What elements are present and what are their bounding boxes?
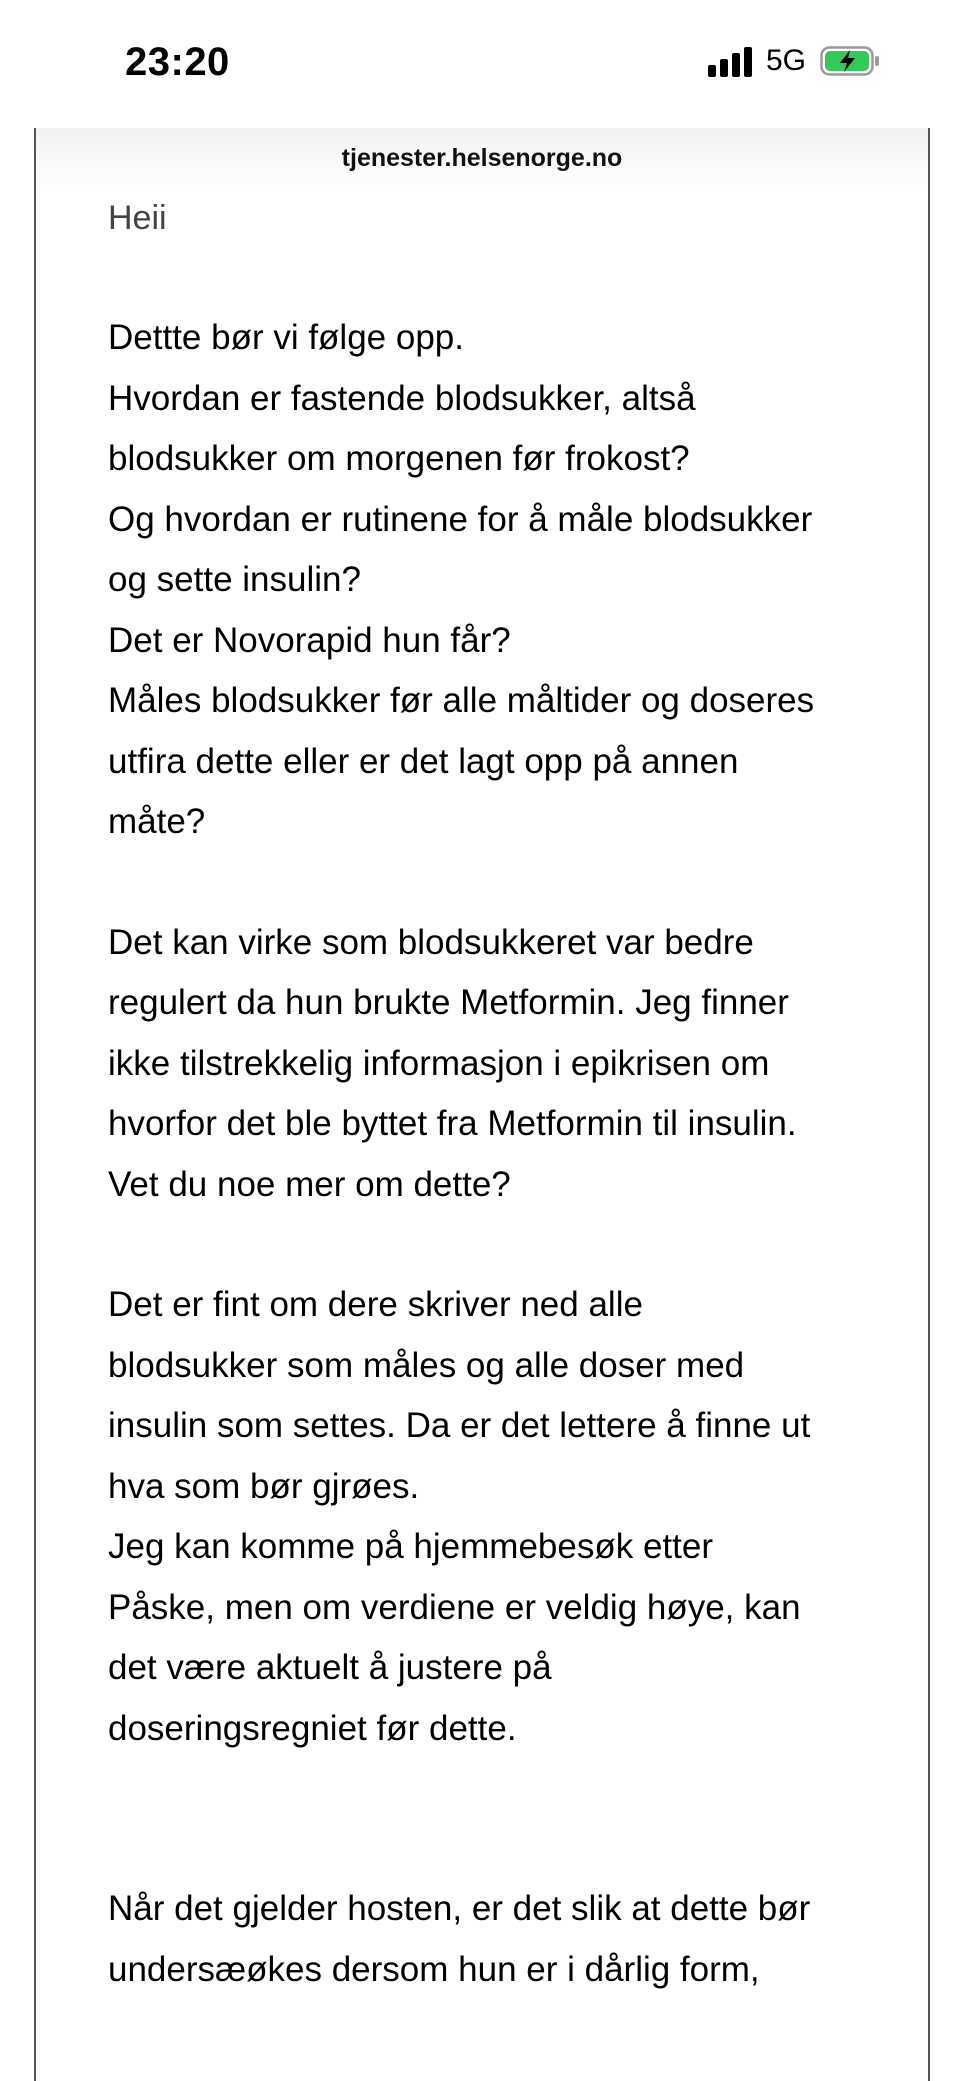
status-time: 23:20 (125, 40, 230, 84)
cellular-signal-icon (708, 45, 752, 77)
url-bar[interactable] (36, 128, 928, 190)
message-paragraph-2: Det kan virke som blodsukkeret var bedre regulert da hun brukte Metformin. Jeg finner ikke tilstrekkelig informasjon i epikrisen om hvorfor det ble byttet fra Metformin til insulin. Vet du noe mer om dette? (108, 922, 797, 1204)
url-text: tjenester.helsenorge.no (341, 144, 623, 172)
message-greeting: Heii (108, 199, 167, 237)
network-type-label: 5G (765, 44, 806, 77)
status-bar (0, 0, 960, 130)
message-paragraph-3: Det er fint om dere skriver ned alle blodsukker som måles og alle doser med insulin som settes. Da er det lettere å finne ut hva som bør gjrøes. Jeg kan komme på hjemmebesøk etter Påske, men om verdiene er veldig høye, kan det være aktuelt å justere på doseringsregniet før dette. (108, 1285, 811, 1748)
battery-charging-icon (820, 46, 880, 76)
web-page (34, 128, 930, 2081)
message-paragraph-1: Dettte bør vi følge opp. Hvordan er fastende blodsukker, altså blodsukker om morgenen før frokost? Og hvordan er rutinene for å måle blodsukker og sette insulin? Det er Novorapid hun får? Måles blodsukker før alle måltider og doseres utfira dette eller er det lagt opp på annen måte? (108, 318, 815, 841)
message-body (108, 188, 918, 2000)
status-indicators (708, 44, 880, 78)
message-paragraph-4: Når det gjelder hosten, er det slik at dette bør undersæøkes dersom hun er i dårlig form, (108, 1889, 811, 1989)
